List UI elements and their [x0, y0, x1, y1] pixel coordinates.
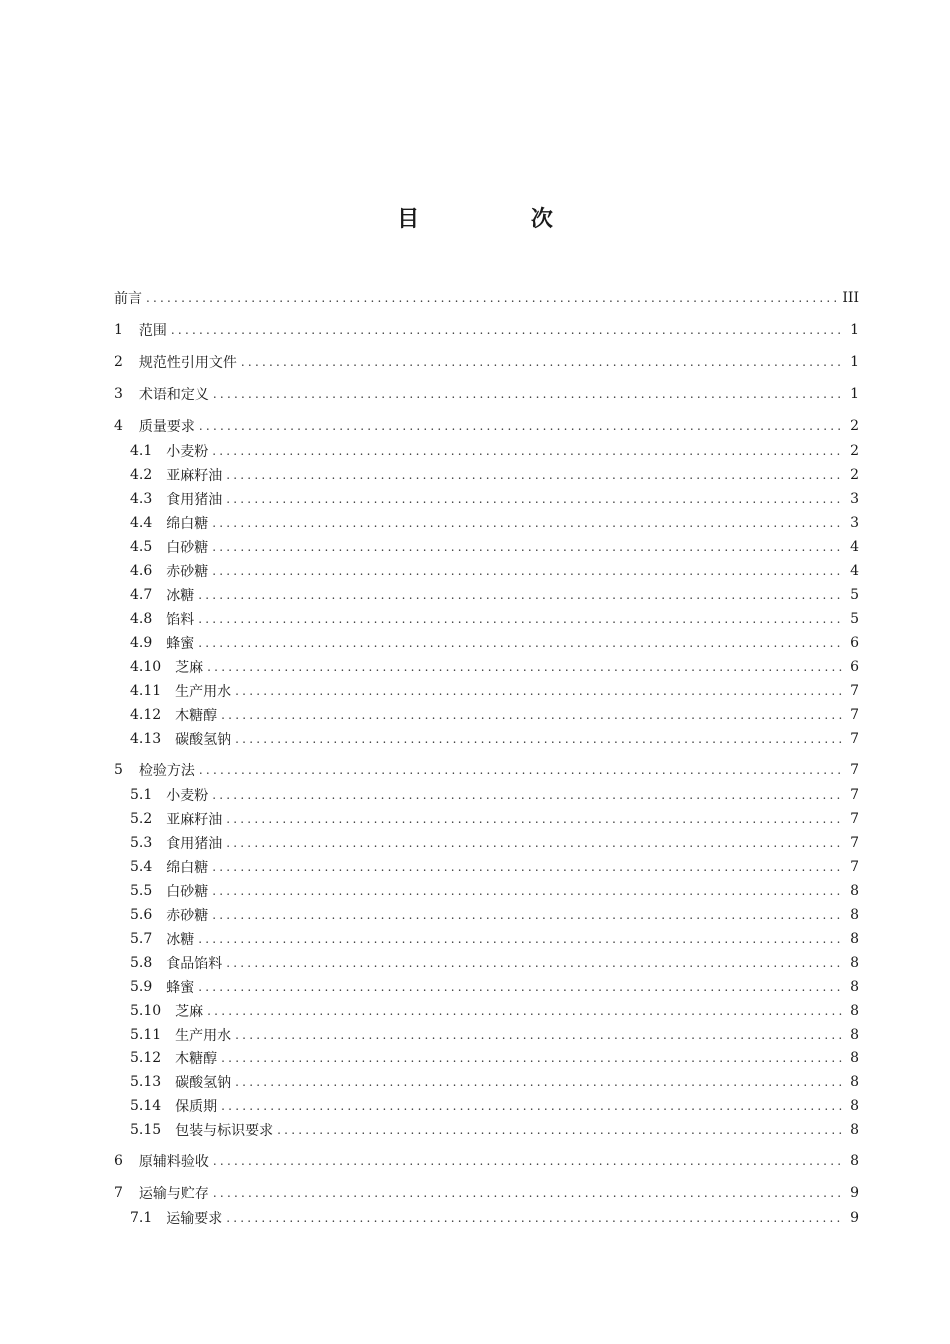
toc-entry-label: 芝麻: [175, 660, 204, 676]
toc-entry[interactable]: [130, 704, 859, 726]
toc-leader-dots: [235, 728, 843, 750]
toc-entry-number: 5.1: [130, 787, 153, 803]
toc-entry-label: 质量要求: [138, 419, 195, 435]
toc-entry[interactable]: [130, 904, 859, 926]
toc-entry[interactable]: [130, 1071, 859, 1093]
toc-entry-page: 8: [850, 931, 859, 947]
toc-entry-number: 5.12: [130, 1050, 162, 1066]
toc-entry-label: 规范性引用文件: [138, 355, 237, 371]
toc-entry-label: 保质期: [175, 1099, 218, 1115]
toc-entry-number: 6: [114, 1153, 123, 1169]
toc-leader-dots: [221, 1095, 843, 1117]
toc-entry-number: 5.10: [130, 1003, 162, 1019]
toc-entry-label: 亚麻籽油: [166, 812, 223, 828]
toc-entry-number: 4.9: [130, 635, 153, 651]
toc-leader-dots: [199, 415, 843, 437]
toc-entry-page: 7: [850, 787, 859, 803]
toc-entry[interactable]: [114, 287, 859, 309]
toc-entry-page: 8: [850, 907, 859, 923]
toc-entry-number: 4.10: [130, 659, 162, 675]
toc-entry-label: 冰糖: [166, 588, 195, 604]
toc-entry[interactable]: [130, 632, 859, 654]
toc-leader-dots: [226, 488, 843, 510]
toc-entry-number: 4.3: [130, 491, 153, 507]
toc-entry-number: 4.6: [130, 563, 153, 579]
toc-entry[interactable]: [130, 1047, 859, 1069]
toc-entry[interactable]: [114, 351, 859, 373]
toc-entry-page: 7: [850, 859, 859, 875]
toc-entry-page: 7: [850, 835, 859, 851]
toc-entry[interactable]: [130, 880, 859, 902]
toc-entry-label: 白砂糖: [166, 884, 209, 900]
toc-entry[interactable]: [130, 1000, 859, 1022]
toc-leader-dots: [213, 1150, 843, 1172]
toc-leader-dots: [207, 656, 843, 678]
toc-entry-number: 5.7: [130, 931, 153, 947]
toc-leader-dots: [226, 832, 843, 854]
toc-entry-page: 8: [850, 1074, 859, 1090]
toc-entry-label: 术语和定义: [138, 387, 209, 403]
toc-leader-dots: [198, 608, 843, 630]
toc-entry-number: 4: [114, 418, 123, 434]
toc-leader-dots: [171, 319, 843, 341]
toc-entry-page: 8: [850, 1003, 859, 1019]
toc-leader-dots: [212, 880, 843, 902]
toc-entry[interactable]: [114, 383, 859, 405]
toc-leader-dots: [199, 759, 843, 781]
toc-entry-page: 7: [850, 811, 859, 827]
toc-entry[interactable]: [130, 856, 859, 878]
toc-leader-dots: [198, 584, 843, 606]
toc-entry[interactable]: [130, 440, 859, 462]
toc-entry[interactable]: [130, 680, 859, 702]
toc-entry-page: 2: [850, 418, 859, 434]
toc-entry-label: 包装与标识要求: [175, 1123, 274, 1139]
toc-entry-page: 3: [850, 515, 859, 531]
toc-entry-label: 冰糖: [166, 932, 195, 948]
toc-leader-dots: [212, 560, 843, 582]
toc-title: 目 次: [397, 207, 605, 232]
toc-entry-number: 7.1: [130, 1210, 153, 1226]
toc-entry[interactable]: [130, 952, 859, 974]
toc-entry[interactable]: [130, 928, 859, 950]
toc-entry-number: 1: [114, 322, 123, 338]
toc-entry-label: 小麦粉: [166, 444, 209, 460]
toc-entry[interactable]: [130, 728, 859, 750]
toc-entry-page: 8: [850, 1098, 859, 1114]
toc-entry[interactable]: [130, 832, 859, 854]
toc-leader-dots: [212, 440, 843, 462]
toc-entry-page: 4: [850, 563, 859, 579]
toc-leader-dots: [212, 904, 843, 926]
toc-entry-number: 4.5: [130, 539, 153, 555]
toc-entry-number: 5.11: [130, 1027, 162, 1043]
toc-entry-page: 1: [850, 354, 859, 370]
toc-entry-number: 5.5: [130, 883, 153, 899]
toc-entry[interactable]: [114, 415, 859, 437]
toc-leader-dots: [207, 1000, 843, 1022]
toc-entry-page: 1: [850, 386, 859, 402]
toc-entry-number: 5.6: [130, 907, 153, 923]
toc-leader-dots: [226, 952, 843, 974]
toc-entry-number: 5: [114, 762, 123, 778]
toc-entry-number: 4.4: [130, 515, 153, 531]
toc-leader-dots: [213, 383, 843, 405]
toc-entry-label: 前言: [114, 291, 142, 307]
toc-entry-label: 馅料: [166, 612, 195, 628]
toc-entry-page: 6: [850, 635, 859, 651]
toc-entry[interactable]: [130, 584, 859, 606]
toc-entry[interactable]: [130, 1207, 859, 1229]
toc-leader-dots: [146, 287, 836, 309]
toc-entry-label: 运输要求: [166, 1211, 223, 1227]
toc-entry-number: 4.2: [130, 467, 153, 483]
toc-entry-page: 5: [850, 611, 859, 627]
toc-entry[interactable]: [130, 512, 859, 534]
toc-entry-number: 5.9: [130, 979, 153, 995]
toc-leader-dots: [212, 512, 843, 534]
toc-entry-page: 8: [850, 955, 859, 971]
toc-entry-label: 绵白糖: [166, 860, 209, 876]
toc-entry-number: 5.8: [130, 955, 153, 971]
toc-leader-dots: [277, 1119, 843, 1141]
toc-entry-label: 白砂糖: [166, 540, 209, 556]
toc-entry-label: 芝麻: [175, 1004, 204, 1020]
toc-entry-page: 6: [850, 659, 859, 675]
toc-leader-dots: [212, 856, 843, 878]
toc-entry-page: 7: [850, 762, 859, 778]
toc-entry[interactable]: [130, 656, 859, 678]
toc-entry-label: 木糖醇: [175, 1051, 218, 1067]
toc-entry[interactable]: [130, 1119, 859, 1141]
toc-leader-dots: [213, 1182, 843, 1204]
toc-entry-label: 范围: [138, 323, 167, 339]
toc-leader-dots: [226, 808, 843, 830]
toc-leader-dots: [226, 1207, 843, 1229]
toc-entry[interactable]: [114, 1150, 859, 1172]
toc-entry-number: 4.8: [130, 611, 153, 627]
toc-leader-dots: [241, 351, 843, 373]
toc-entry[interactable]: [114, 1182, 859, 1204]
toc-entry[interactable]: [130, 784, 859, 806]
toc-entry-label: 碳酸氢钠: [175, 732, 232, 748]
toc-leader-dots: [221, 1047, 843, 1069]
toc-entry-label: 蜂蜜: [166, 636, 195, 652]
toc-leader-dots: [212, 536, 843, 558]
toc-entry-label: 原辅料验收: [138, 1154, 209, 1170]
toc-entry-number: 5.14: [130, 1098, 162, 1114]
toc-entry-number: 4.7: [130, 587, 153, 603]
toc-entry-label: 赤砂糖: [166, 908, 209, 924]
toc-entry-page: 8: [850, 1050, 859, 1066]
toc-entry-number: 5.2: [130, 811, 153, 827]
toc-leader-dots: [198, 928, 843, 950]
toc-entry-label: 木糖醇: [175, 708, 218, 724]
toc-entry-number: 5.3: [130, 835, 153, 851]
toc-entry-label: 生产用水: [175, 1028, 232, 1044]
toc-entry-label: 小麦粉: [166, 788, 209, 804]
toc-entry-page: 8: [850, 979, 859, 995]
toc-leader-dots: [212, 784, 843, 806]
toc-entry[interactable]: [130, 536, 859, 558]
toc-entry-number: 4.11: [130, 683, 162, 699]
toc-entry-page: III: [842, 290, 859, 306]
toc-entry-page: 9: [850, 1210, 859, 1226]
toc-entry-page: 3: [850, 491, 859, 507]
toc-entry-page: 8: [850, 883, 859, 899]
toc-entry-page: 4: [850, 539, 859, 555]
toc-entry-number: 5.15: [130, 1122, 162, 1138]
toc-entry-label: 检验方法: [138, 763, 195, 779]
toc-entry-page: 5: [850, 587, 859, 603]
toc-entry-page: 7: [850, 683, 859, 699]
toc-entry-page: 8: [850, 1027, 859, 1043]
toc-entry-number: 2: [114, 354, 123, 370]
toc-entry[interactable]: [130, 560, 859, 582]
toc-entry-label: 蜂蜜: [166, 980, 195, 996]
toc-entry-label: 亚麻籽油: [166, 468, 223, 484]
toc-leader-dots: [235, 1024, 843, 1046]
toc-leader-dots: [221, 704, 843, 726]
toc-entry[interactable]: [130, 608, 859, 630]
toc-entry-number: 5.4: [130, 859, 153, 875]
toc-entry-label: 食用猪油: [166, 836, 223, 852]
toc-entry-label: 赤砂糖: [166, 564, 209, 580]
toc-entry-page: 1: [850, 322, 859, 338]
toc-entry-number: 4.12: [130, 707, 162, 723]
toc-entry-page: 7: [850, 707, 859, 723]
toc-entry-label: 碳酸氢钠: [175, 1075, 232, 1091]
toc-leader-dots: [235, 680, 843, 702]
toc-entry[interactable]: [130, 1024, 859, 1046]
toc-entry-label: 运输与贮存: [138, 1186, 209, 1202]
toc-entry-number: 5.13: [130, 1074, 162, 1090]
toc-entry-label: 食品馅料: [166, 956, 223, 972]
toc-entry-number: 4.13: [130, 731, 162, 747]
toc-entry[interactable]: [130, 1095, 859, 1117]
toc-entry-number: 4.1: [130, 443, 153, 459]
toc-leader-dots: [198, 976, 843, 998]
toc-entry[interactable]: [130, 464, 859, 486]
toc-entry-label: 生产用水: [175, 684, 232, 700]
toc-entry-page: 8: [850, 1122, 859, 1138]
toc-entry[interactable]: [114, 759, 859, 781]
toc-entry[interactable]: [130, 808, 859, 830]
toc-entry-label: 食用猪油: [166, 492, 223, 508]
toc-leader-dots: [235, 1071, 843, 1093]
toc-entry-number: 3: [114, 386, 123, 402]
toc-entry[interactable]: [130, 976, 859, 998]
toc-entry-page: 9: [850, 1185, 859, 1201]
toc-entry-page: 7: [850, 731, 859, 747]
toc-entry[interactable]: [130, 488, 859, 510]
toc-entry-page: 2: [850, 443, 859, 459]
toc-entry-page: 2: [850, 467, 859, 483]
toc-leader-dots: [198, 632, 843, 654]
toc-entry-number: 7: [114, 1185, 123, 1201]
toc-entry-label: 绵白糖: [166, 516, 209, 532]
toc-leader-dots: [226, 464, 843, 486]
toc-entry[interactable]: [114, 319, 859, 341]
toc-entry-page: 8: [850, 1153, 859, 1169]
